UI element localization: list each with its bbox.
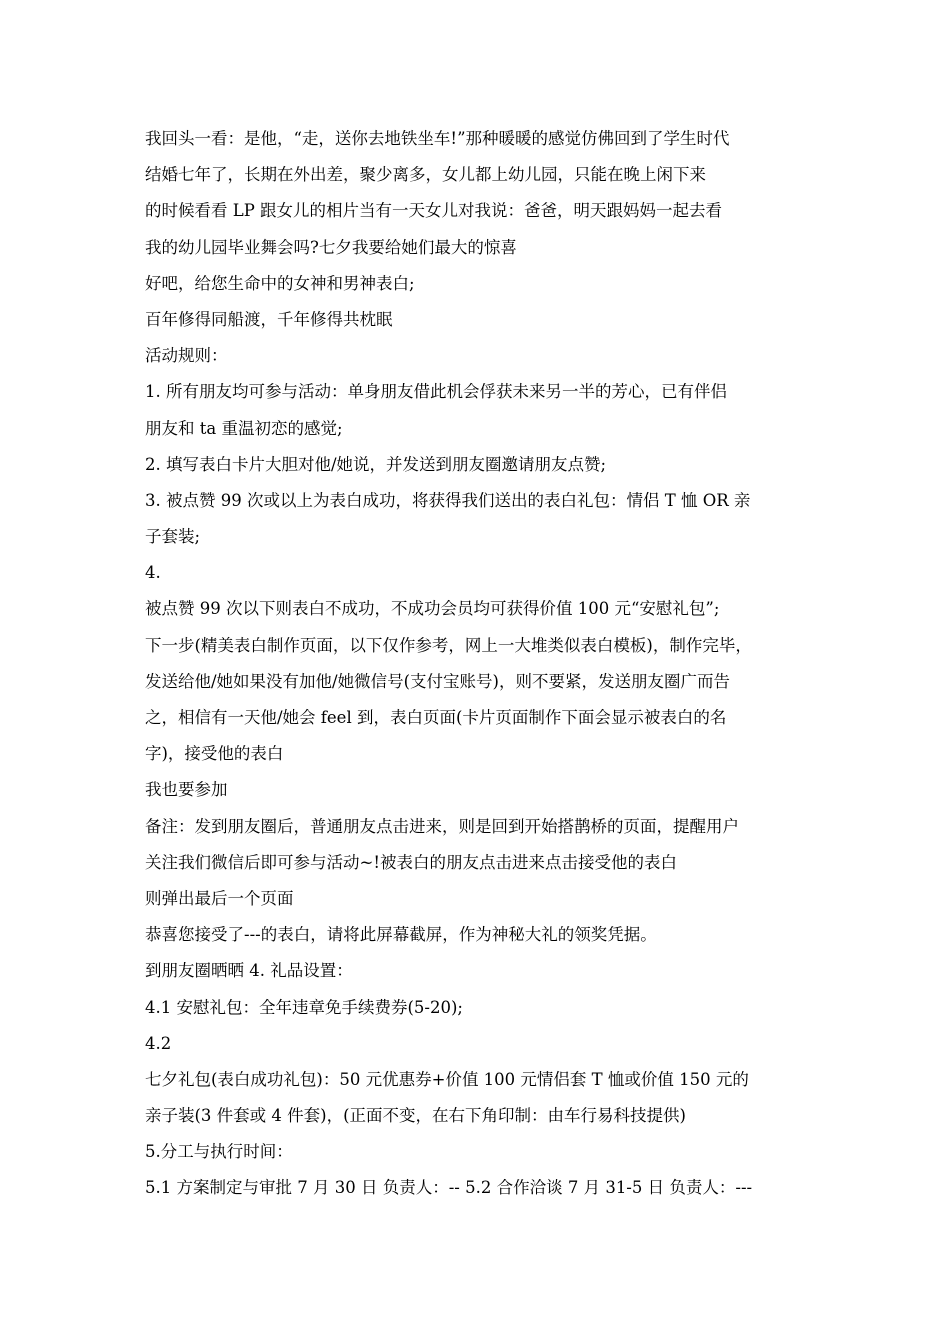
rule-item: 子套装; (145, 527, 201, 547)
text-line: 我回头一看：是他，“走，送你去地铁坐车!”那种暖暖的感觉仿佛回到了学生时代 (145, 129, 730, 148)
text-line: 我也要参加 (145, 780, 228, 800)
gift-item: 七夕礼包(表白成功礼包)：50 元优惠券+价值 100 元情侣套 T 恤或价值 150 元的 (145, 1069, 749, 1089)
text-line: 下一步(精美表白制作页面，以下仅作参考，网上一大堆类似表白模板)，制作完毕， (145, 635, 752, 655)
gift-item: 4.2 (145, 1033, 172, 1053)
rule-item: 3. 被点赞 99 次或以上为表白成功，将获得我们送出的表白礼包：情侣 T 恤 OR 亲 (145, 490, 751, 510)
note-line: 备注：发到朋友圈后，普通朋友点击进来，则是回到开始搭鹊桥的页面，提醒用户 (145, 816, 739, 836)
gift-item: 亲子装(3 件套或 4 件套)，(正面不变，在右下角印制：由车行易科技提供) (145, 1106, 686, 1126)
document-body (145, 121, 815, 1207)
text-line: 被点赞 99 次以下则表白不成功，不成功会员均可获得价值 100 元“安慰礼包”; (145, 599, 720, 619)
gift-item: 4.1 安慰礼包：全年违章免手续费券(5-20); (145, 997, 463, 1017)
rule-item: 2. 填写表白卡片大胆对他/她说，并发送到朋友圈邀请朋友点赞; (145, 454, 607, 474)
rule-item: 1. 所有朋友均可参与活动：单身朋友借此机会俘获未来另一半的芳心，已有伴侣 (145, 382, 727, 402)
text-line: 好吧，给您生命中的女神和男神表白; (145, 273, 415, 293)
text-line: 则弹出最后一个页面 (145, 888, 294, 908)
text-line: 的时候看看 LP 跟女儿的相片当有一天女儿对我说：爸爸，明天跟妈妈一起去看 (145, 201, 723, 221)
section-heading: 到朋友圈晒晒 4. 礼品设置： (145, 961, 353, 981)
text-line: 我的幼儿园毕业舞会吗?七夕我要给她们最大的惊喜 (145, 237, 517, 257)
text-line: 发送给他/她如果没有加他/她微信号(支付宝账号)，则不要紧，发送朋友圈广而告 (145, 671, 730, 691)
rule-item: 4. (145, 563, 161, 583)
note-line: 关注我们微信后即可参与活动~!被表白的朋友点击进来点击接受他的表白 (145, 852, 677, 872)
rule-item: 朋友和 ta 重温初恋的感觉; (145, 418, 343, 438)
section-heading: 活动规则： (145, 346, 228, 366)
text-line: 百年修得同船渡，千年修得共枕眠 (145, 309, 393, 329)
section-heading: 5.分工与执行时间： (145, 1142, 293, 1162)
text-line: 字)，接受他的表白 (145, 744, 284, 764)
schedule-item: 5.1 方案制定与审批 7 月 30 日 负责人：-- 5.2 合作洽谈 7 月 31-5 日 负责人：--- (145, 1178, 753, 1198)
text-line: 恭喜您接受了---的表白，请将此屏幕截屏，作为神秘大礼的领奖凭据。 (145, 925, 657, 945)
text-line: 之，相信有一天他/她会 feel 到，表白页面(卡片页面制作下面会显示被表白的名 (145, 708, 727, 727)
text-line: 结婚七年了，长期在外出差，聚少离多，女儿都上幼儿园，只能在晚上闲下来 (145, 165, 706, 185)
